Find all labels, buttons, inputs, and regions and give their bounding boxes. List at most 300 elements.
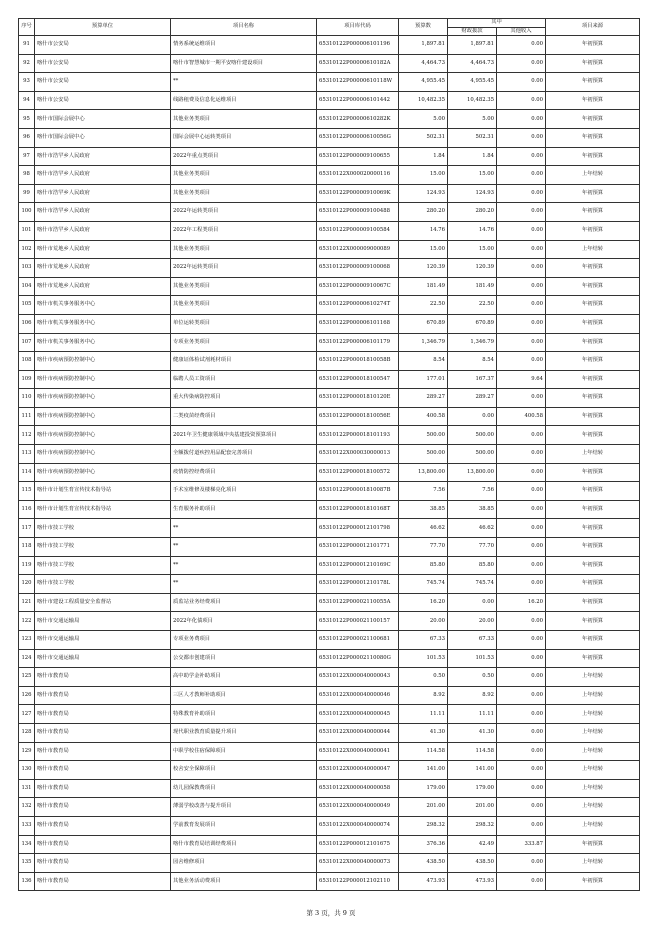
cell-project: 喀什市智慧城市一期平安喀什建设项目 [171, 54, 317, 73]
cell-code: 65310122P000021100681 [317, 631, 399, 650]
cell-unit: 喀什市疾病预防控制中心 [35, 463, 171, 482]
cell-unit: 喀什市教育局 [35, 686, 171, 705]
cell-code: 65310122X000040000047 [317, 761, 399, 780]
cell-budget: 46.62 [399, 519, 448, 538]
cell-budget: 20.00 [399, 612, 448, 631]
cell-other: 0.00 [497, 872, 546, 891]
cell-budget: 4,955.45 [399, 73, 448, 92]
cell-other: 0.00 [497, 482, 546, 501]
cell-project: ** [171, 73, 317, 92]
cell-source: 年初预算 [546, 835, 640, 854]
table-row [19, 482, 640, 501]
cell-fiscal: 85.80 [448, 556, 497, 575]
cell-other: 9.64 [497, 370, 546, 389]
cell-code: 65310122X000009000089 [317, 240, 399, 259]
cell-budget: 670.89 [399, 314, 448, 333]
cell-unit: 喀什市技工学校 [35, 575, 171, 594]
cell-fiscal: 201.00 [448, 798, 497, 817]
cell-code: 65310122X000020000116 [317, 166, 399, 185]
cell-seq: 115 [19, 482, 35, 501]
cell-budget: 77.70 [399, 538, 448, 557]
cell-project: 国际会展中心运转类项目 [171, 128, 317, 147]
cell-fiscal: 7.56 [448, 482, 497, 501]
cell-code: 65310122P00001810168T [317, 500, 399, 519]
header-budget: 预算数 [399, 19, 448, 36]
cell-fiscal: 1,346.79 [448, 333, 497, 352]
cell-source: 上年结转 [546, 240, 640, 259]
table-row [19, 668, 640, 687]
cell-seq: 108 [19, 352, 35, 371]
cell-seq: 94 [19, 91, 35, 110]
cell-code: 65310122P00001210169C [317, 556, 399, 575]
cell-fiscal: 167.37 [448, 370, 497, 389]
table-row [19, 73, 640, 92]
cell-source: 年初预算 [546, 277, 640, 296]
cell-code: 65310122X000040000043 [317, 668, 399, 687]
cell-source: 年初预算 [546, 407, 640, 426]
cell-source: 年初预算 [546, 36, 640, 55]
cell-code: 65310122X000040000045 [317, 705, 399, 724]
cell-code: 65310122X000040000073 [317, 854, 399, 873]
cell-code: 65310122X000040000074 [317, 816, 399, 835]
cell-project: 2021年卫生健康领域中央基建投资预算项目 [171, 426, 317, 445]
cell-unit: 喀什市交通运输局 [35, 649, 171, 668]
table-row [19, 631, 640, 650]
cell-code: 65310122P00001810087B [317, 482, 399, 501]
cell-other: 0.00 [497, 259, 546, 278]
cell-code: 65310122P00001210178L [317, 575, 399, 594]
cell-unit: 喀什市公安局 [35, 54, 171, 73]
cell-other: 0.00 [497, 723, 546, 742]
cell-other: 0.00 [497, 816, 546, 835]
cell-source: 上年结转 [546, 854, 640, 873]
cell-seq: 103 [19, 259, 35, 278]
cell-source: 上年结转 [546, 779, 640, 798]
cell-project: 其他业务类项目 [171, 296, 317, 315]
cell-unit: 喀什市教育局 [35, 872, 171, 891]
cell-project: ** [171, 538, 317, 557]
cell-other: 0.00 [497, 612, 546, 631]
cell-other: 0.00 [497, 705, 546, 724]
budget-table [18, 18, 640, 891]
cell-other: 0.00 [497, 500, 546, 519]
cell-source: 上年结转 [546, 742, 640, 761]
cell-seq: 114 [19, 463, 35, 482]
cell-project: 线路租费及信息化运维项目 [171, 91, 317, 110]
header-project: 项目名称 [171, 19, 317, 36]
cell-fiscal: 114.58 [448, 742, 497, 761]
cell-other: 0.00 [497, 128, 546, 147]
table-row [19, 500, 640, 519]
cell-unit: 喀什市浩罕乡人民政府 [35, 203, 171, 222]
cell-code: 65310122P00000910069K [317, 184, 399, 203]
table-row [19, 798, 640, 817]
cell-other: 0.00 [497, 184, 546, 203]
cell-fiscal: 15.00 [448, 240, 497, 259]
cell-code: 65310122P00000610282K [317, 110, 399, 129]
cell-source: 年初预算 [546, 314, 640, 333]
table-row [19, 575, 640, 594]
cell-fiscal: 141.00 [448, 761, 497, 780]
cell-fiscal: 289.27 [448, 389, 497, 408]
cell-unit: 喀什市机关事务服务中心 [35, 296, 171, 315]
cell-source: 年初预算 [546, 631, 640, 650]
cell-unit: 喀什市国际会展中心 [35, 110, 171, 129]
cell-fiscal: 438.50 [448, 854, 497, 873]
cell-fiscal: 101.53 [448, 649, 497, 668]
cell-project: 情务系统运维项目 [171, 36, 317, 55]
cell-fiscal: 22.50 [448, 296, 497, 315]
cell-seq: 106 [19, 314, 35, 333]
cell-project: 三区人才教师补助项目 [171, 686, 317, 705]
cell-project: 幼儿园保教费项目 [171, 779, 317, 798]
cell-seq: 125 [19, 668, 35, 687]
cell-other: 0.00 [497, 240, 546, 259]
cell-unit: 喀什市教育局 [35, 705, 171, 724]
cell-project: 公交都市创建项目 [171, 649, 317, 668]
header-other: 其他收入 [497, 27, 546, 36]
cell-unit: 喀什市技工学校 [35, 556, 171, 575]
cell-seq: 113 [19, 445, 35, 464]
cell-source: 上年结转 [546, 686, 640, 705]
cell-other: 0.00 [497, 575, 546, 594]
cell-budget: 141.00 [399, 761, 448, 780]
cell-source: 上年结转 [546, 723, 640, 742]
cell-budget: 22.50 [399, 296, 448, 315]
cell-fiscal: 77.70 [448, 538, 497, 557]
cell-code: 65310122P00000610182A [317, 54, 399, 73]
cell-budget: 289.27 [399, 389, 448, 408]
cell-source: 上年结转 [546, 668, 640, 687]
cell-code: 65310122P000012101798 [317, 519, 399, 538]
cell-unit: 喀什市浩罕乡人民政府 [35, 184, 171, 203]
cell-code: 65310122P000009100584 [317, 221, 399, 240]
cell-project: 二类疫苗经费项目 [171, 407, 317, 426]
cell-budget: 1,346.79 [399, 333, 448, 352]
cell-source: 年初预算 [546, 333, 640, 352]
cell-other: 0.00 [497, 91, 546, 110]
cell-budget: 120.39 [399, 259, 448, 278]
cell-unit: 喀什市教育局 [35, 798, 171, 817]
cell-project: 手术室维修及楼梯亮化项目 [171, 482, 317, 501]
cell-source: 年初预算 [546, 649, 640, 668]
table-row [19, 389, 640, 408]
table-row [19, 240, 640, 259]
cell-project: 健康证体检试剂耗材项目 [171, 352, 317, 371]
cell-seq: 124 [19, 649, 35, 668]
cell-unit: 喀什市浩罕乡人民政府 [35, 147, 171, 166]
cell-seq: 133 [19, 816, 35, 835]
cell-other: 0.00 [497, 686, 546, 705]
cell-fiscal: 280.20 [448, 203, 497, 222]
cell-source: 上年结转 [546, 761, 640, 780]
cell-seq: 96 [19, 128, 35, 147]
cell-budget: 67.33 [399, 631, 448, 650]
cell-budget: 181.49 [399, 277, 448, 296]
table-row [19, 166, 640, 185]
cell-source: 年初预算 [546, 370, 640, 389]
cell-seq: 107 [19, 333, 35, 352]
cell-fiscal: 1.84 [448, 147, 497, 166]
table-row [19, 538, 640, 557]
cell-source: 年初预算 [546, 389, 640, 408]
cell-seq: 97 [19, 147, 35, 166]
cell-project: 特殊教育补助项目 [171, 705, 317, 724]
cell-budget: 0.50 [399, 668, 448, 687]
cell-fiscal: 67.33 [448, 631, 497, 650]
table-row [19, 91, 640, 110]
cell-other: 0.00 [497, 203, 546, 222]
table-row [19, 835, 640, 854]
cell-other: 0.00 [497, 73, 546, 92]
cell-unit: 喀什市建设工程质量安全监督站 [35, 593, 171, 612]
table-row [19, 333, 640, 352]
table-row [19, 686, 640, 705]
cell-budget: 177.01 [399, 370, 448, 389]
cell-budget: 1.84 [399, 147, 448, 166]
table-row [19, 314, 640, 333]
cell-code: 65310122P000009100488 [317, 203, 399, 222]
cell-fiscal: 41.30 [448, 723, 497, 742]
cell-project: 专项业务费项目 [171, 631, 317, 650]
cell-seq: 135 [19, 854, 35, 873]
cell-code: 65310122P000009100068 [317, 259, 399, 278]
cell-project: 其他业务类项目 [171, 277, 317, 296]
cell-unit: 喀什市公安局 [35, 91, 171, 110]
cell-fiscal: 670.89 [448, 314, 497, 333]
cell-budget: 38.85 [399, 500, 448, 519]
header-source: 项目来源 [546, 19, 640, 36]
cell-code: 65310122X000030000013 [317, 445, 399, 464]
cell-code: 65310122P000006101179 [317, 333, 399, 352]
cell-seq: 100 [19, 203, 35, 222]
table-row [19, 184, 640, 203]
cell-other: 0.00 [497, 426, 546, 445]
cell-budget: 8.92 [399, 686, 448, 705]
cell-seq: 122 [19, 612, 35, 631]
table-body [19, 36, 640, 891]
cell-fiscal: 0.00 [448, 593, 497, 612]
cell-source: 年初预算 [546, 575, 640, 594]
cell-source: 年初预算 [546, 482, 640, 501]
cell-fiscal: 0.00 [448, 407, 497, 426]
cell-other: 0.00 [497, 352, 546, 371]
cell-budget: 201.00 [399, 798, 448, 817]
cell-seq: 93 [19, 73, 35, 92]
cell-budget: 500.00 [399, 445, 448, 464]
cell-other: 0.00 [497, 36, 546, 55]
cell-unit: 喀什市交通运输局 [35, 612, 171, 631]
cell-code: 65310122X000040000049 [317, 798, 399, 817]
cell-fiscal: 473.93 [448, 872, 497, 891]
cell-code: 65310122P00000610274T [317, 296, 399, 315]
cell-seq: 98 [19, 166, 35, 185]
cell-code: 65310122X000040000058 [317, 779, 399, 798]
cell-seq: 118 [19, 538, 35, 557]
cell-other: 16.20 [497, 593, 546, 612]
cell-code: 65310122P00002110055A [317, 593, 399, 612]
table-row [19, 593, 640, 612]
cell-seq: 129 [19, 742, 35, 761]
cell-unit: 喀什市公安局 [35, 73, 171, 92]
cell-other: 0.00 [497, 147, 546, 166]
cell-budget: 124.93 [399, 184, 448, 203]
cell-source: 年初预算 [546, 556, 640, 575]
cell-other: 0.00 [497, 314, 546, 333]
cell-code: 65310122P00001810056E [317, 407, 399, 426]
table-row [19, 854, 640, 873]
cell-project: 全额拨付道疾控用品配套完善项目 [171, 445, 317, 464]
cell-seq: 91 [19, 36, 35, 55]
table-row [19, 816, 640, 835]
cell-fiscal: 14.76 [448, 221, 497, 240]
table-row [19, 36, 640, 55]
cell-unit: 喀什市机关事务服务中心 [35, 333, 171, 352]
cell-code: 65310122P000012102110 [317, 872, 399, 891]
cell-seq: 99 [19, 184, 35, 203]
cell-unit: 喀什市疾病预防控制中心 [35, 445, 171, 464]
cell-code: 65310122P000006101168 [317, 314, 399, 333]
cell-budget: 11.11 [399, 705, 448, 724]
cell-other: 0.00 [497, 296, 546, 315]
cell-seq: 132 [19, 798, 35, 817]
cell-project: 校舍安全保障项目 [171, 761, 317, 780]
cell-fiscal: 0.50 [448, 668, 497, 687]
cell-project: 其他业务活动费项目 [171, 872, 317, 891]
cell-project: 2022年化债项目 [171, 612, 317, 631]
cell-unit: 喀什市教育局 [35, 761, 171, 780]
cell-project: 2022年工程类项目 [171, 221, 317, 240]
header-of-which: 其中 [448, 19, 546, 28]
cell-fiscal: 42.49 [448, 835, 497, 854]
cell-budget: 14.76 [399, 221, 448, 240]
cell-project: 其他业务类项目 [171, 110, 317, 129]
cell-unit: 喀什市计划生育宣传技术指导站 [35, 482, 171, 501]
cell-project: 单位运转类项目 [171, 314, 317, 333]
cell-source: 年初预算 [546, 221, 640, 240]
cell-fiscal: 38.85 [448, 500, 497, 519]
cell-fiscal: 5.00 [448, 110, 497, 129]
cell-code: 65310122P000018101193 [317, 426, 399, 445]
cell-source: 年初预算 [546, 352, 640, 371]
cell-project: 2022年运转类项目 [171, 203, 317, 222]
cell-code: 65310122P000018100572 [317, 463, 399, 482]
cell-seq: 92 [19, 54, 35, 73]
cell-fiscal: 15.00 [448, 166, 497, 185]
cell-budget: 745.74 [399, 575, 448, 594]
cell-unit: 喀什市疾病预防控制中心 [35, 352, 171, 371]
page-footer: 第 3 页，共 9 页 [306, 909, 356, 917]
cell-budget: 13,800.00 [399, 463, 448, 482]
table-row [19, 779, 640, 798]
table-row [19, 761, 640, 780]
table-row [19, 110, 640, 129]
cell-code: 65310122X000040000044 [317, 723, 399, 742]
cell-seq: 95 [19, 110, 35, 129]
cell-project: ** [171, 556, 317, 575]
cell-other: 0.00 [497, 333, 546, 352]
cell-source: 年初预算 [546, 872, 640, 891]
cell-source: 上年结转 [546, 445, 640, 464]
cell-fiscal: 8.92 [448, 686, 497, 705]
cell-unit: 喀什市交通运输局 [35, 631, 171, 650]
cell-unit: 喀什市教育局 [35, 742, 171, 761]
table-row [19, 872, 640, 891]
cell-source: 年初预算 [546, 426, 640, 445]
cell-source: 年初预算 [546, 91, 640, 110]
cell-seq: 101 [19, 221, 35, 240]
cell-seq: 120 [19, 575, 35, 594]
cell-project: 2022年运转类项目 [171, 259, 317, 278]
cell-budget: 16.20 [399, 593, 448, 612]
cell-unit: 喀什市教育局 [35, 723, 171, 742]
cell-seq: 130 [19, 761, 35, 780]
cell-source: 上年结转 [546, 798, 640, 817]
cell-project: 中职学校住宿保障项目 [171, 742, 317, 761]
cell-fiscal: 745.74 [448, 575, 497, 594]
cell-code: 65310122P00000910067C [317, 277, 399, 296]
cell-unit: 喀什市技工学校 [35, 538, 171, 557]
cell-budget: 179.00 [399, 779, 448, 798]
cell-source: 年初预算 [546, 110, 640, 129]
cell-budget: 1,897.81 [399, 36, 448, 55]
cell-project: 疫情防控经费项目 [171, 463, 317, 482]
cell-unit: 喀什市国际会展中心 [35, 128, 171, 147]
cell-budget: 15.00 [399, 240, 448, 259]
cell-unit: 喀什市疾病预防控制中心 [35, 426, 171, 445]
cell-project: 其他业务类项目 [171, 240, 317, 259]
cell-code: 65310122P00000610118W [317, 73, 399, 92]
cell-fiscal: 4,955.45 [448, 73, 497, 92]
cell-project: 专项业务类项目 [171, 333, 317, 352]
cell-other: 0.00 [497, 854, 546, 873]
header-code: 项目库代码 [317, 19, 399, 36]
cell-code: 65310122P000012101771 [317, 538, 399, 557]
cell-fiscal: 4,464.73 [448, 54, 497, 73]
cell-fiscal: 181.49 [448, 277, 497, 296]
cell-project: 其他业务类项目 [171, 184, 317, 203]
cell-fiscal: 500.00 [448, 445, 497, 464]
cell-source: 年初预算 [546, 296, 640, 315]
cell-unit: 喀什市浩罕乡人民政府 [35, 221, 171, 240]
cell-source: 年初预算 [546, 54, 640, 73]
table-row [19, 352, 640, 371]
cell-source: 年初预算 [546, 538, 640, 557]
cell-seq: 126 [19, 686, 35, 705]
cell-seq: 128 [19, 723, 35, 742]
cell-fiscal: 20.00 [448, 612, 497, 631]
cell-source: 年初预算 [546, 519, 640, 538]
cell-code: 65310122P000018100547 [317, 370, 399, 389]
cell-project: 重大传染病防控项目 [171, 389, 317, 408]
table-row [19, 221, 640, 240]
cell-other: 0.00 [497, 277, 546, 296]
cell-budget: 502.31 [399, 128, 448, 147]
cell-budget: 8.54 [399, 352, 448, 371]
table-row [19, 128, 640, 147]
cell-budget: 114.58 [399, 742, 448, 761]
table-row [19, 296, 640, 315]
cell-budget: 101.53 [399, 649, 448, 668]
cell-project: 学前教育发展项目 [171, 816, 317, 835]
table-row [19, 407, 640, 426]
cell-other: 400.58 [497, 407, 546, 426]
cell-unit: 喀什市荒地乡人民政府 [35, 259, 171, 278]
cell-budget: 15.00 [399, 166, 448, 185]
cell-unit: 喀什市公安局 [35, 36, 171, 55]
cell-code: 65310122X000040000041 [317, 742, 399, 761]
cell-seq: 134 [19, 835, 35, 854]
